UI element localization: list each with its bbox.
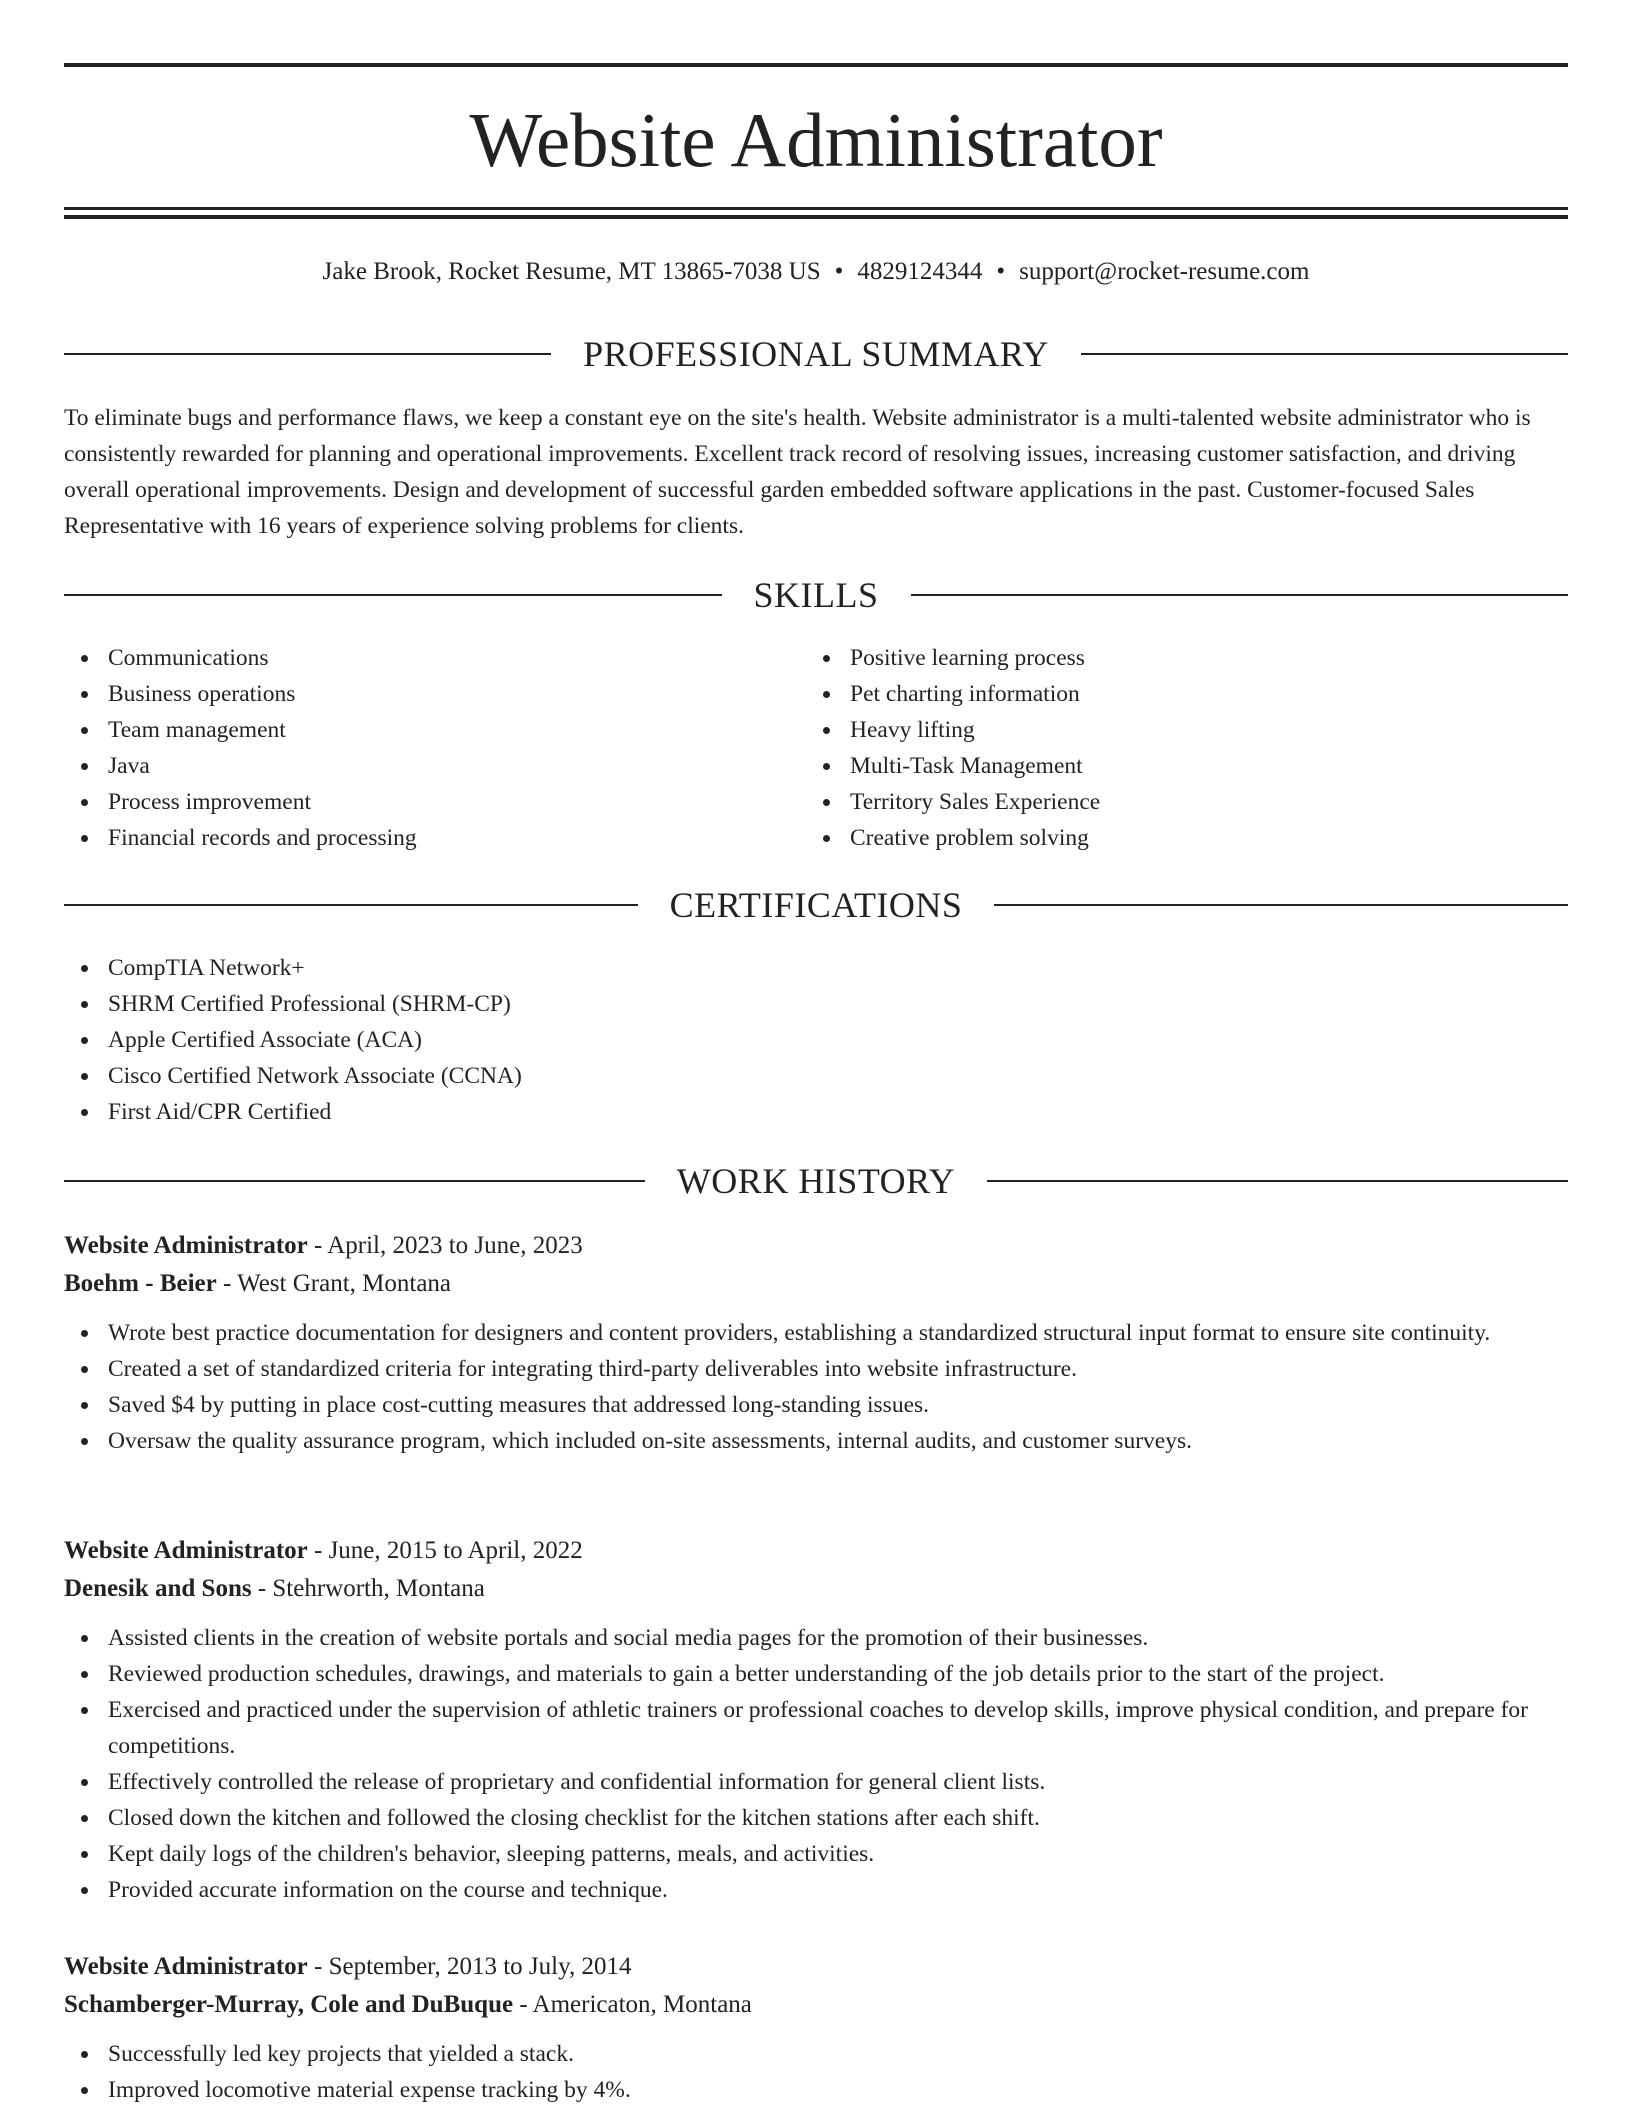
list-item: Effectively controlled the release of proprietary and confidential information for general client lists.	[64, 1764, 1568, 1800]
job-company-line	[64, 1570, 1568, 1608]
list-item: Saved $4 by putting in place cost-cutting measures that addressed long-standing issues.	[64, 1387, 1568, 1423]
list-item: Reviewed production schedules, drawings, and materials to gain a better understanding of the job details prior to the start of the project.	[64, 1656, 1568, 1692]
heading-rule-left	[64, 1180, 645, 1182]
job-title-line	[64, 1532, 1568, 1570]
job-title-line	[64, 1948, 1568, 1986]
job-title: Website Administrator	[64, 1537, 308, 1564]
list-item: Created a set of standardized criteria for integrating third-party deliverables into website infrastructure.	[64, 1351, 1568, 1387]
header-double-rule-upper	[64, 207, 1568, 210]
section-heading-certifications	[64, 883, 1568, 927]
section-heading-skills	[64, 573, 1568, 617]
job-dates: - April, 2023 to June, 2023	[307, 1232, 583, 1259]
job-bullets	[64, 1620, 1568, 1908]
job-company: Boehm - Beier	[64, 1270, 217, 1297]
job-company: Denesik and Sons	[64, 1575, 252, 1602]
section-title: PROFESSIONAL SUMMARY	[583, 334, 1049, 374]
job-dates: - June, 2015 to April, 2022	[307, 1537, 583, 1564]
list-item: Exercised and practiced under the supervision of athletic trainers or professional coaches to develop skills, improve physical condition, and prepare for competitions.	[64, 1692, 1568, 1764]
list-item: Provided accurate information on the course and technique.	[64, 1872, 1568, 1908]
list-item: Multi-Task Management	[806, 748, 1546, 784]
list-item: Wrote best practice documentation for designers and content providers, establishing a standardized structural input format to ensure site continuity.	[64, 1315, 1568, 1351]
heading-rule-left	[64, 594, 722, 596]
job-location: - West Grant, Montana	[216, 1270, 452, 1297]
job-location: - Americaton, Montana	[513, 1991, 752, 2018]
job-company-line	[64, 1986, 1568, 2024]
job-company: Schamberger-Murray, Cole and DuBuque	[64, 1991, 514, 2018]
list-item: Apple Certified Associate (ACA)	[64, 1022, 1568, 1058]
section-title: SKILLS	[753, 575, 879, 615]
heading-rule-right	[987, 1180, 1568, 1182]
contact-email: support@rocket-resume.com	[1019, 258, 1310, 285]
list-item: Oversaw the quality assurance program, which included on-site assessments, internal audits, and customer surveys.	[64, 1423, 1568, 1459]
list-item: First Aid/CPR Certified	[64, 1094, 1568, 1130]
list-item: SHRM Certified Professional (SHRM-CP)	[64, 986, 1568, 1022]
job-title: Website Administrator	[64, 1953, 308, 1980]
list-item: Cisco Certified Network Associate (CCNA)	[64, 1058, 1568, 1094]
heading-rule-right	[994, 904, 1568, 906]
list-item: Business operations	[64, 676, 804, 712]
list-item: CompTIA Network+	[64, 950, 1568, 986]
header-double-rule-lower	[64, 215, 1568, 219]
job-dates: - September, 2013 to July, 2014	[307, 1953, 632, 1980]
skills-list-left	[64, 640, 804, 856]
heading-rule-right	[1081, 353, 1568, 355]
heading-rule-left	[64, 353, 551, 355]
section-title: WORK HISTORY	[676, 1161, 956, 1201]
list-item: Java	[64, 748, 804, 784]
job-title: Website Administrator	[64, 1232, 308, 1259]
job-company-line	[64, 1265, 1568, 1303]
job-entry	[64, 1532, 1568, 1908]
list-item: Process improvement	[64, 784, 804, 820]
list-item: Communications	[64, 640, 804, 676]
list-item: Positive learning process	[806, 640, 1546, 676]
section-title: CERTIFICATIONS	[669, 885, 963, 925]
certifications-list	[64, 950, 1568, 1130]
job-bullets	[64, 1315, 1568, 1459]
header-top-rule	[64, 63, 1568, 67]
job-bullets	[64, 2036, 1568, 2108]
list-item: Team management	[64, 712, 804, 748]
list-item: Successfully led key projects that yielded a stack.	[64, 2036, 1568, 2072]
contact-address: Jake Brook, Rocket Resume, MT 13865-7038 US	[322, 258, 821, 285]
section-heading-summary	[64, 332, 1568, 376]
list-item: Heavy lifting	[806, 712, 1546, 748]
list-item: Territory Sales Experience	[806, 784, 1546, 820]
job-entry	[64, 1227, 1568, 1459]
list-item: Kept daily logs of the children's behavior, sleeping patterns, meals, and activities.	[64, 1836, 1568, 1872]
contact-separator: •	[996, 258, 1006, 285]
heading-rule-right	[911, 594, 1569, 596]
job-location: - Stehrworth, Montana	[251, 1575, 485, 1602]
section-heading-work-history	[64, 1159, 1568, 1203]
page-title: Website Administrator	[469, 97, 1163, 183]
list-item: Improved locomotive material expense tracking by 4%.	[64, 2072, 1568, 2108]
list-item: Financial records and processing	[64, 820, 804, 856]
list-item: Creative problem solving	[806, 820, 1546, 856]
job-title-line	[64, 1227, 1568, 1265]
contact-line	[64, 254, 1568, 290]
contact-separator: •	[834, 258, 844, 285]
list-item: Pet charting information	[806, 676, 1546, 712]
heading-rule-left	[64, 904, 638, 906]
contact-phone: 4829124344	[857, 258, 983, 285]
list-item: Closed down the kitchen and followed the closing checklist for the kitchen stations after each shift.	[64, 1800, 1568, 1836]
job-entry	[64, 1948, 1568, 2108]
summary-text: To eliminate bugs and performance flaws, we keep a constant eye on the site's health. Website administrator is a multi-talented website administrator who is consistently rewarded for planning and operational improvements. Excellent track record of resolving issues, increasing customer satisfaction, and driving overall operational improvements. Design and development of successful garden embedded software applications in the past. Customer-focused Sales Representative with 16 years of experience solving problems for clients.	[64, 405, 1531, 539]
skills-list-right	[806, 640, 1546, 856]
list-item: Assisted clients in the creation of website portals and social media pages for the promotion of their businesses.	[64, 1620, 1568, 1656]
